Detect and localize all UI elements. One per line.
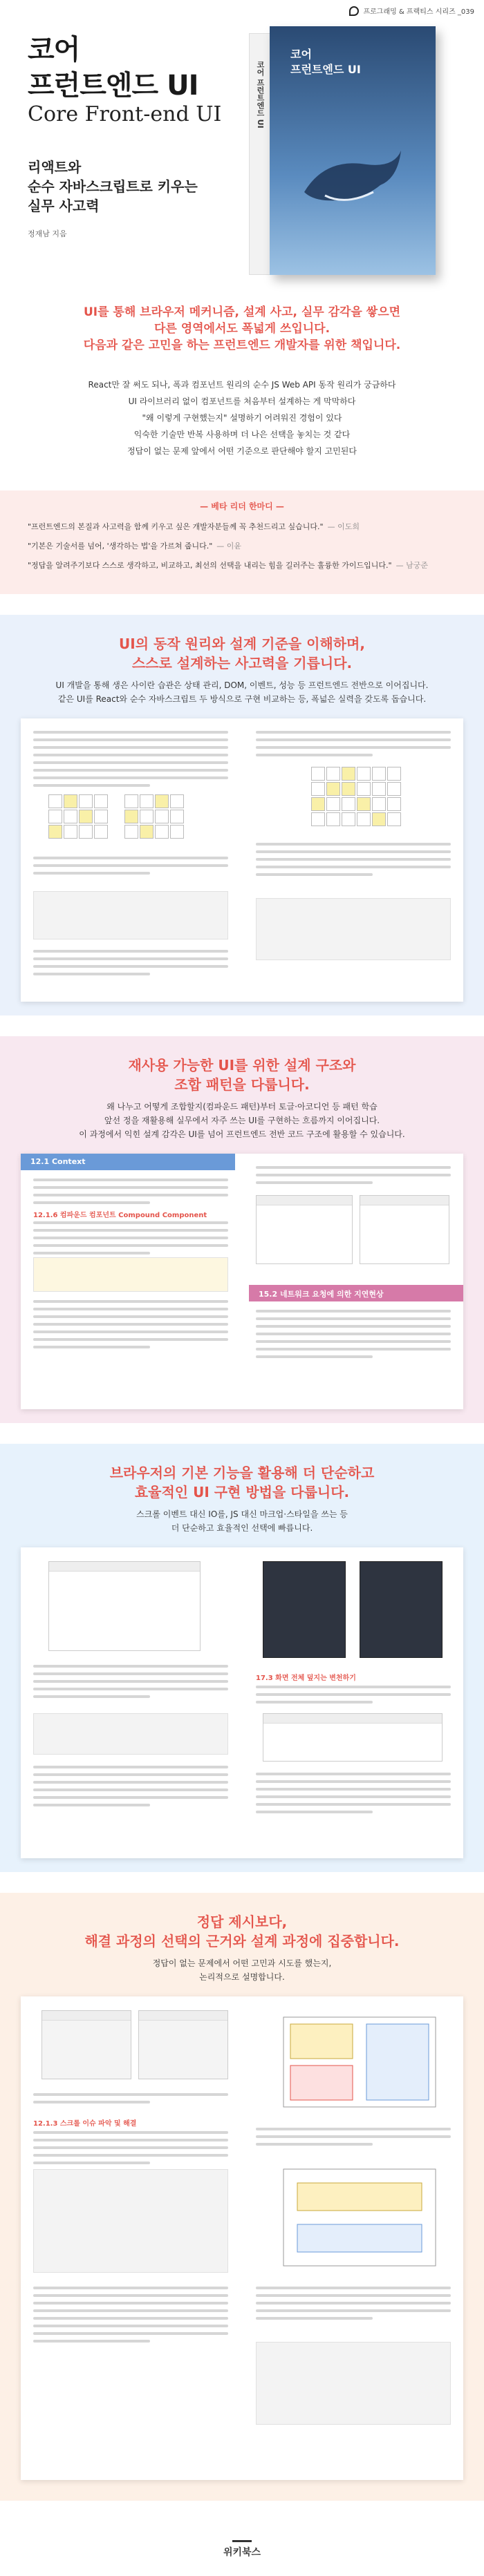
review-author: — 남궁준 [395,561,428,570]
review-author: — 이도희 [327,522,360,531]
hero-title-line1: 코어 [28,34,80,66]
hero-subtitle [28,158,207,216]
preview-text-block [256,1166,451,1189]
series-label: 프로그래밍 & 프랙티스 시리즈 _039 [363,8,474,16]
preview-text-block [33,2287,228,2347]
preview-text-block [33,2131,228,2169]
tagline-line1: UI를 통해 브라우저 메커니즘, 설계 사고, 실무 감각을 쌓으면 [83,305,401,319]
hero-subtitle-line1: 리액트와 [28,159,82,175]
ui-screenshot [256,1195,353,1264]
publisher-logo [0,2528,484,2559]
dark-ui-screenshot [360,1561,443,1658]
feature-section-2 [0,1036,484,1423]
section-title [0,1056,484,1094]
preview-text-block [33,950,228,980]
book-page-preview [21,1996,463,2480]
section-desc-line1: 정답이 없는 문제에서 어떤 고민과 시도를 했는지, [152,1958,332,1968]
code-block [33,2169,228,2273]
note-box [33,1257,228,1292]
preview-text-block [33,1179,228,1209]
section-desc-line3: 이 과정에서 익힌 설계 감각은 UI를 넘어 프런트엔드 전반 코드 구조에 활용할 수 있습니다. [79,1129,405,1139]
publisher-name: 위키북스 [223,2547,261,2558]
section-title-line1: 재사용 가능한 UI를 위한 설계 구조와 [128,1057,356,1074]
audience-item: UI 라이브러리 없이 컴포넌트를 처음부터 설계하는 게 막막하다 [128,397,356,406]
audience-item: React만 잘 써도 되나, 폭과 컴포넌트 원리의 순수 JS Web API 동작 원리가 궁금하다 [88,380,396,390]
code-block [33,891,228,939]
layout-diagram [277,2010,443,2114]
section-desc-line1: UI 개발을 통해 생은 사이란 습관은 상태 관리, DOM, 이벤트, 성능 등 프런트엔드 전반으로 이어집니다. [55,680,429,690]
section-title-line1: 브라우저의 기본 기능을 활용해 더 단순하고 [109,1464,375,1481]
section-title-line2: 조합 패턴을 다룹니다. [174,1076,310,1093]
diagram-figure [124,794,184,839]
book-page-preview [21,1154,463,1409]
beta-reader-reviews [0,490,484,594]
tagline-line2: 다른 영역에서도 폭넓게 쓰입니다. [153,322,331,336]
hero-title-line2: 프런트엔드 UI [28,70,198,102]
dark-ui-screenshot [263,1561,346,1658]
section-subheading: 12.1.6 컴파운드 컴포넌트 Compound Component [33,1212,207,1219]
section-title-line1: 정답 제시보다, [196,1914,288,1930]
section-desc-line2: 더 단순하고 효율적인 선택에 빠릅니다. [171,1523,313,1533]
preview-text-block [256,2128,451,2150]
hero-subtitle-line2: 순수 자바스크립트로 키우는 [28,178,198,195]
book-page-preview [21,718,463,1002]
section-title-line2: 해결 과정의 선택의 근거와 설계 과정에 집중합니다. [84,1933,400,1949]
hero [0,0,484,290]
whale-illustration [297,137,408,220]
section-title-line2: 스스로 설계하는 사고력을 기릅니다. [131,655,353,671]
review-item [28,521,456,532]
preview-text-block [33,731,228,792]
tagline-line3: 다음과 같은 고민을 하는 프런트엔드 개발자를 위한 책입니다. [83,338,401,352]
layout-diagram [277,2162,443,2273]
review-quote: "프런트엔드의 본질과 사고력을 함께 키우고 싶은 개발자분들께 꼭 추천드리고 싶습니다." [28,522,324,531]
audience-item: "왜 이렇게 구현했는지" 설명하기 어려워진 경험이 있다 [142,413,342,423]
section-title [0,1912,484,1951]
audience-item: 정답이 없는 문제 앞에서 어떤 기준으로 판단해야 할지 고민된다 [127,446,357,456]
code-block [256,2342,451,2425]
diagram-figure [48,794,108,839]
audience-list [0,376,484,459]
preview-text-block [33,1221,228,1259]
preview-text-block [33,2093,228,2108]
chapter-head-bar: 15.2 네트워크 요청에 의한 지연현상 [249,1285,463,1301]
book-page-preview [21,1547,463,1858]
section-desc-line2: 같은 UI를 React와 순수 자바스크립트 두 방식으로 구현 비교하는 등, 폭넓은 실력을 갖도록 돕습니다. [57,694,427,704]
ui-screenshot [360,1195,449,1264]
preview-text-block [256,1310,451,1363]
book-spine-text: 코어 프런트엔드 UI [256,61,265,128]
feature-section-1 [0,615,484,1015]
book-cover-title: 코어 프런트엔드 UI [290,48,361,76]
preview-text-block [256,1773,451,1818]
section-subheading: 12.1.3 스크롤 이슈 파악 및 해결 [33,2120,137,2128]
review-author: — 이윤 [216,542,242,551]
preview-text-block [33,1300,228,1353]
preview-text-block [256,2287,451,2325]
ui-screenshot [48,1561,201,1651]
section-title-line2: 효율적인 UI 구현 방법을 다룹니다. [134,1484,350,1500]
section-desc-line2: 논리적으로 설명합니다. [199,1972,285,1982]
preview-text-block [256,843,451,881]
section-subheading: 17.3 화면 전체 덮지는 변천하기 [256,1675,356,1682]
hero-author: 정재남 지음 [28,229,67,238]
section-title [0,1463,484,1502]
section-title-line1: UI의 동작 원리와 설계 기준을 이해하며, [119,636,365,652]
section-desc [0,1100,484,1141]
section-desc [0,678,484,706]
preview-text-block [256,1686,451,1708]
hero-subtitle-line3: 실무 사고력 [28,198,100,214]
book-cover-image [242,19,449,289]
review-quote: "정답을 알려주기보다 스스로 생각하고, 비교하고, 최선의 선택을 내리는 힘을 길러주는 훌륭한 가이드입니다." [28,561,392,570]
ui-screenshot [263,1713,443,1762]
preview-text-block [33,1665,228,1703]
publisher-mark-icon [232,2528,252,2542]
audience-item: 익숙한 기술만 반복 사용하며 더 나은 선택을 놓치는 것 같다 [133,430,351,439]
feature-section-3 [0,1444,484,1872]
feature-section-4 [0,1893,484,2501]
code-block [33,1713,228,1755]
section-desc-line2: 앞선 정을 재활용해 실무에서 자주 쓰는 UI를 구현하는 흐름까지 이어집니다. [104,1116,380,1125]
review-quote: "기본은 기술서를 넘어, '생각하는 법'을 가르쳐 줍니다." [28,542,213,551]
ui-screenshot [138,2010,228,2079]
code-block [256,898,451,960]
preview-text-block [33,857,228,879]
preview-text-block [33,1766,228,1811]
reviews-heading: — 베타 리더 한마디 — [200,502,284,511]
review-item [28,560,456,571]
review-item [28,540,456,551]
section-desc [0,1507,484,1535]
section-title [0,634,484,673]
section-desc [0,1956,484,1984]
preview-text-block [256,731,451,761]
section-desc-line1: 스크롤 이벤트 대신 IO를, JS 대신 마크업·스타일을 쓰는 등 [136,1509,348,1519]
diagram-figure [311,767,401,826]
tagline [0,304,484,354]
chapter-head-bar: 12.1 Context [21,1154,235,1170]
section-desc-line1: 왜 나누고 어떻게 조합할지(컴파운드 패턴)부터 토글·아코디언 등 패턴 학습 [106,1102,378,1112]
hero-title-english: Core Front-end UI [28,102,222,126]
ui-screenshot [41,2010,131,2079]
